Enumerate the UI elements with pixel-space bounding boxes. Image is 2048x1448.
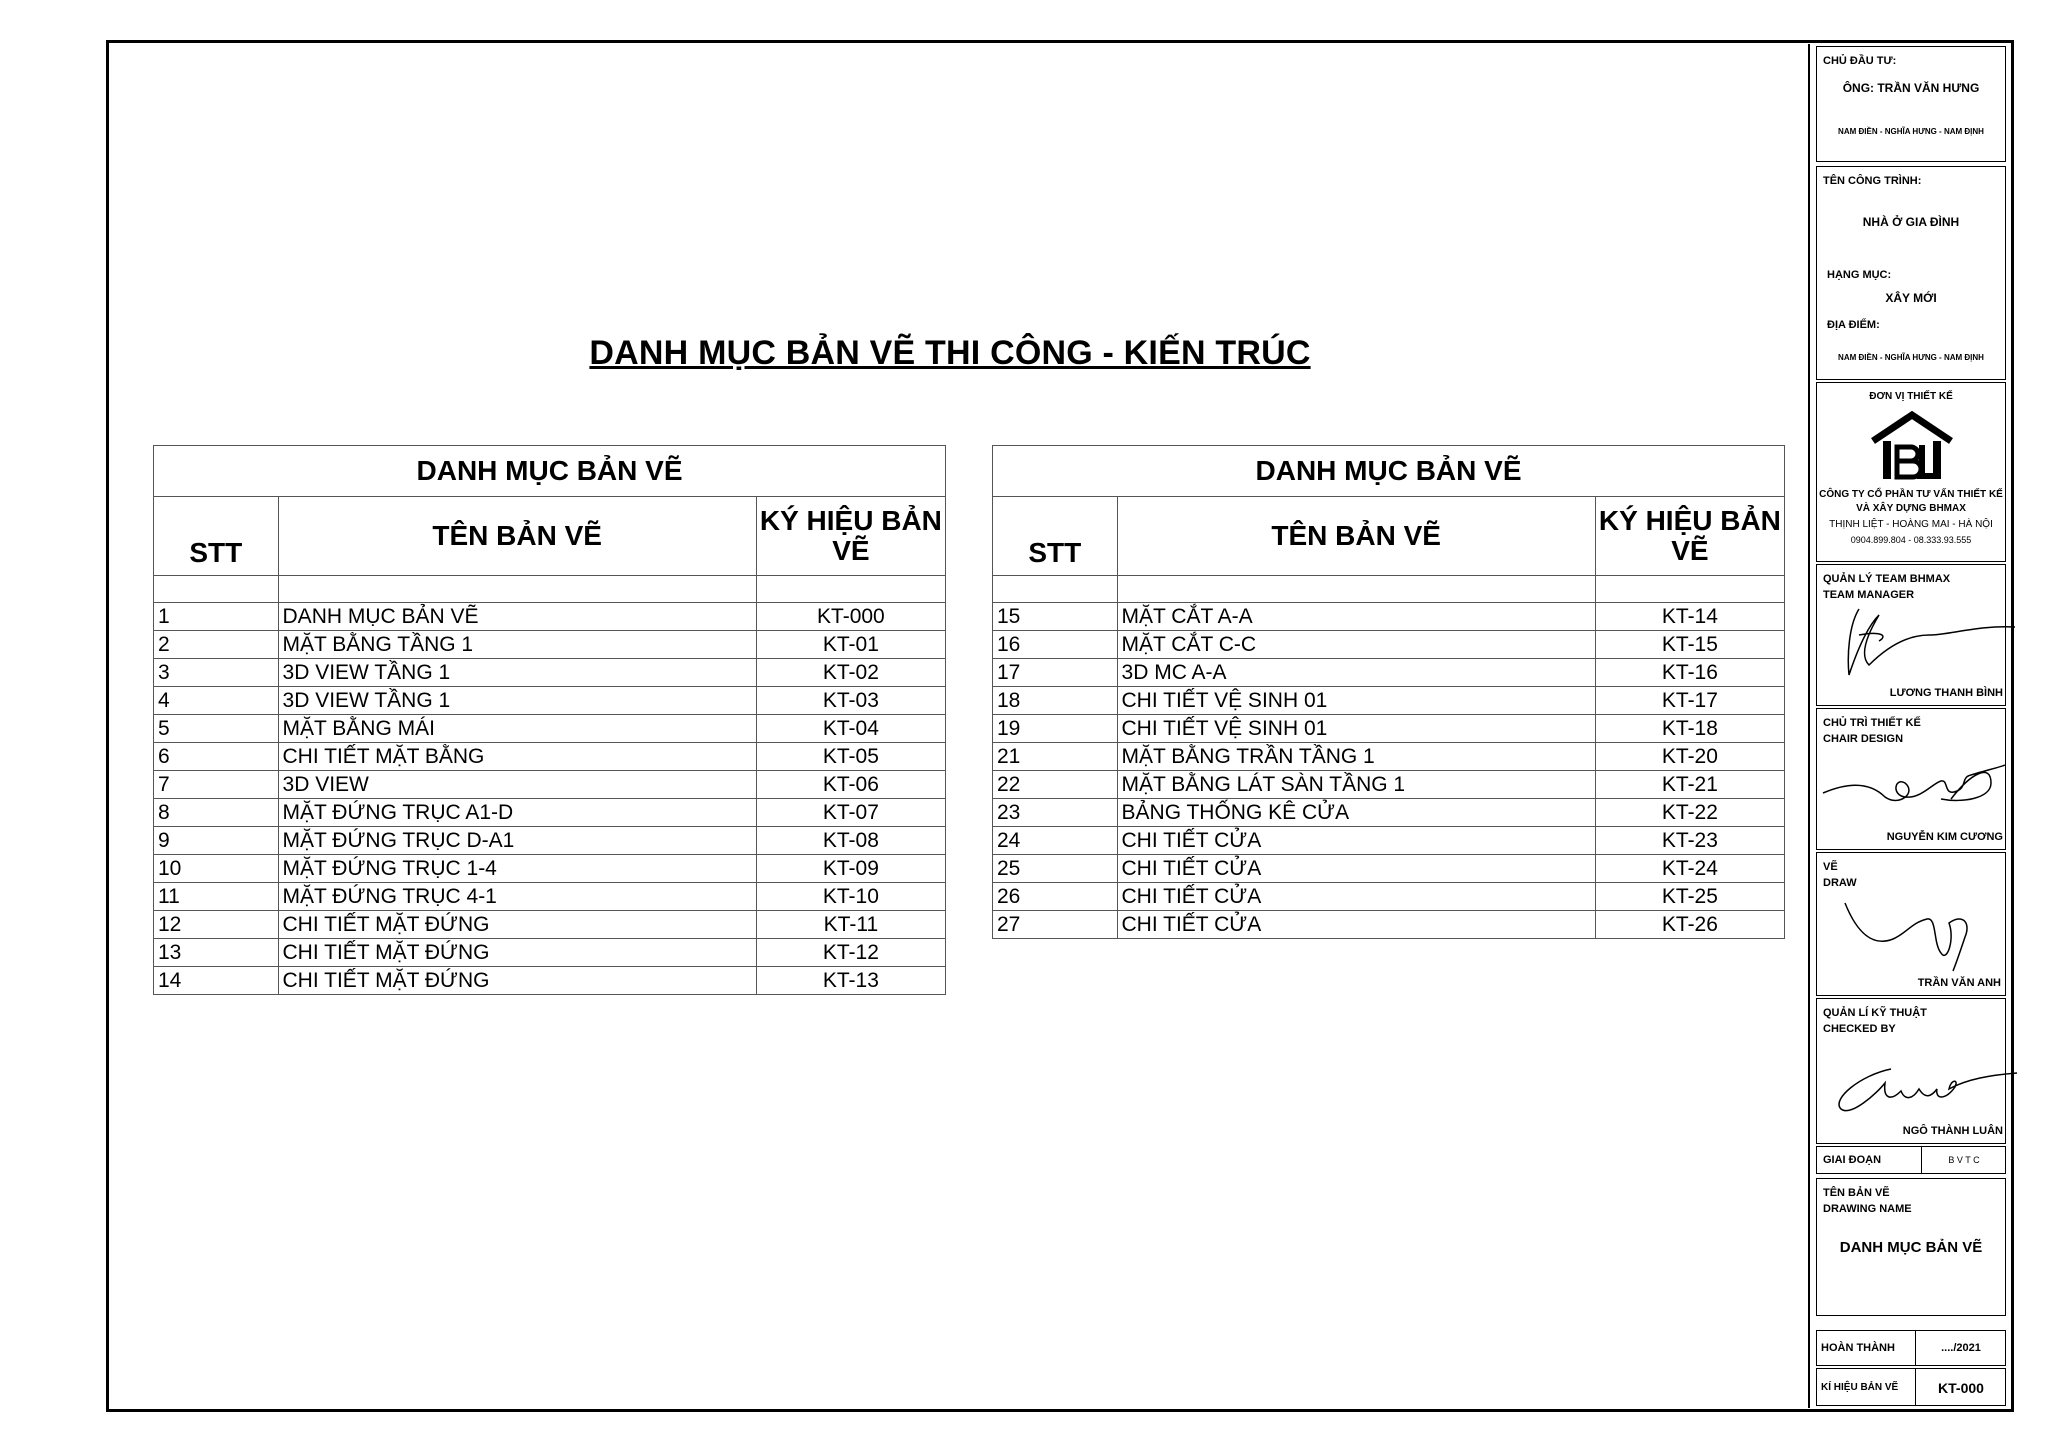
row-name: 3D VIEW <box>278 771 756 799</box>
row-name: CHI TIẾT MẶT ĐỨNG <box>278 939 756 967</box>
category-value: XÂY MỚI <box>1885 291 1937 305</box>
header-stt: STT <box>154 497 279 576</box>
table-row <box>154 631 946 659</box>
drawing-list-table-right <box>992 445 1785 939</box>
header-name: TÊN BẢN VẼ <box>1117 497 1595 576</box>
row-code: KT-15 <box>1595 631 1784 659</box>
row-stt: 26 <box>993 883 1118 911</box>
phase-box <box>1816 1146 2006 1174</box>
row-code: KT-14 <box>1595 603 1784 631</box>
header-stt: STT <box>993 497 1118 576</box>
table-row <box>993 715 1785 743</box>
row-code: KT-23 <box>1595 827 1784 855</box>
row-code: KT-02 <box>756 659 945 687</box>
check-signature-icon <box>1821 1039 2021 1119</box>
table-row <box>154 743 946 771</box>
row-stt: 9 <box>154 827 279 855</box>
table-row <box>154 827 946 855</box>
header-code <box>756 497 945 576</box>
row-stt: 6 <box>154 743 279 771</box>
code-label: KÍ HIỆU BẢN VẼ <box>1821 1382 1899 1393</box>
row-name: 3D MC A-A <box>1117 659 1595 687</box>
row-code: KT-20 <box>1595 743 1784 771</box>
table-caption: DANH MỤC BẢN VẼ <box>993 446 1785 497</box>
table-row <box>154 687 946 715</box>
owner-label: CHỦ ĐẦU TƯ: <box>1823 55 1897 67</box>
row-stt: 1 <box>154 603 279 631</box>
row-code: KT-24 <box>1595 855 1784 883</box>
table-row <box>993 883 1785 911</box>
row-code: KT-12 <box>756 939 945 967</box>
complete-label: HOÀN THÀNH <box>1821 1342 1895 1354</box>
header-code-line2: VẼ <box>832 535 870 566</box>
row-code: KT-06 <box>756 771 945 799</box>
draw-box <box>1816 852 2006 996</box>
table-caption: DANH MỤC BẢN VẼ <box>154 446 946 497</box>
chair-box <box>1816 708 2006 850</box>
row-stt: 19 <box>993 715 1118 743</box>
row-stt: 22 <box>993 771 1118 799</box>
table-row <box>154 855 946 883</box>
row-stt: 3 <box>154 659 279 687</box>
row-name: MẶT BẰNG MÁI <box>278 715 756 743</box>
phase-label: GIAI ĐOẠN <box>1823 1154 1882 1166</box>
row-code: KT-13 <box>756 967 945 995</box>
manager-signature-icon <box>1819 605 2019 681</box>
blank-row <box>993 576 1785 603</box>
company-line1: CÔNG TY CỔ PHẦN TƯ VẤN THIẾT KẾ <box>1819 489 2003 500</box>
row-code: KT-03 <box>756 687 945 715</box>
row-code: KT-09 <box>756 855 945 883</box>
row-stt: 10 <box>154 855 279 883</box>
chair-name: NGUYỄN KIM CƯƠNG <box>1886 831 2003 843</box>
owner-address: NAM ĐIỀN - NGHĨA HƯNG - NAM ĐỊNH <box>1838 127 1984 136</box>
row-name: CHI TIẾT CỬA <box>1117 883 1595 911</box>
row-name: CHI TIẾT VỆ SINH 01 <box>1117 687 1595 715</box>
table-row <box>154 659 946 687</box>
row-stt: 8 <box>154 799 279 827</box>
designer-box <box>1816 382 2006 562</box>
row-stt: 7 <box>154 771 279 799</box>
drawing-name-box <box>1816 1178 2006 1316</box>
row-stt: 2 <box>154 631 279 659</box>
drawing-name-label-en: DRAWING NAME <box>1823 1203 1912 1215</box>
row-name: DANH MỤC BẢN VẼ <box>278 603 756 631</box>
row-name: MẶT BẰNG TRẦN TẦNG 1 <box>1117 743 1595 771</box>
row-stt: 25 <box>993 855 1118 883</box>
row-stt: 16 <box>993 631 1118 659</box>
blank-row <box>154 576 946 603</box>
chair-label-vi: CHỦ TRÌ THIẾT KẾ <box>1823 717 1921 729</box>
row-name: 3D VIEW TẦNG 1 <box>278 687 756 715</box>
table-row <box>154 967 946 995</box>
row-name: CHI TIẾT CỬA <box>1117 827 1595 855</box>
row-code: KT-26 <box>1595 911 1784 939</box>
row-stt: 18 <box>993 687 1118 715</box>
check-label-vi: QUẢN LÍ KỸ THUẬT <box>1823 1007 1927 1019</box>
row-stt: 11 <box>154 883 279 911</box>
row-code: KT-000 <box>756 603 945 631</box>
header-code-line1: KÝ HIỆU BẢN <box>1598 505 1781 536</box>
table-row <box>154 715 946 743</box>
complete-value: ..../2021 <box>1941 1342 1981 1354</box>
row-code: KT-10 <box>756 883 945 911</box>
draw-label-en: DRAW <box>1823 877 1857 889</box>
row-name: CHI TIẾT VỆ SINH 01 <box>1117 715 1595 743</box>
table-row <box>154 799 946 827</box>
location-value: NAM ĐIỀN - NGHĨA HƯNG - NAM ĐỊNH <box>1838 353 1984 362</box>
complete-box <box>1816 1330 2006 1366</box>
row-code: KT-08 <box>756 827 945 855</box>
designer-label: ĐƠN VỊ THIẾT KẾ <box>1869 391 1953 402</box>
row-name: MẶT ĐỨNG TRỤC A1-D <box>278 799 756 827</box>
category-label: HẠNG MỤC: <box>1827 269 1892 281</box>
row-code: KT-11 <box>756 911 945 939</box>
row-code: KT-18 <box>1595 715 1784 743</box>
bhmax-logo-icon <box>1869 411 1955 481</box>
row-name: MẶT ĐỨNG TRỤC 4-1 <box>278 883 756 911</box>
row-stt: 13 <box>154 939 279 967</box>
row-name: MẶT CẮT A-A <box>1117 603 1595 631</box>
table-row <box>993 771 1785 799</box>
row-name: MẶT BẰNG TẦNG 1 <box>278 631 756 659</box>
code-value: KT-000 <box>1938 1380 1984 1396</box>
draw-label-vi: VẼ <box>1823 861 1838 873</box>
project-label: TÊN CÔNG TRÌNH: <box>1823 175 1922 187</box>
table-row <box>993 631 1785 659</box>
page-title: DANH MỤC BẢN VẼ THI CÔNG - KIẾN TRÚC <box>589 334 1311 372</box>
row-code: KT-16 <box>1595 659 1784 687</box>
drawing-name-label-vi: TÊN BẢN VẼ <box>1823 1187 1890 1199</box>
row-stt: 15 <box>993 603 1118 631</box>
title-block <box>1808 44 2012 1408</box>
manager-name: LƯƠNG THANH BÌNH <box>1889 687 2003 699</box>
header-code <box>1595 497 1784 576</box>
table-row <box>993 799 1785 827</box>
manager-label-en: TEAM MANAGER <box>1823 589 1915 601</box>
company-phone: 0904.899.804 - 08.333.93.555 <box>1850 535 1972 545</box>
phase-value: B V T C <box>1948 1155 1980 1165</box>
check-box <box>1816 998 2006 1144</box>
chair-signature-icon <box>1821 753 2007 823</box>
row-stt: 21 <box>993 743 1118 771</box>
table-row <box>154 939 946 967</box>
draw-signature-icon <box>1837 893 1997 973</box>
table-row <box>993 911 1785 939</box>
row-stt: 14 <box>154 967 279 995</box>
row-name: MẶT CẮT C-C <box>1117 631 1595 659</box>
row-name: 3D VIEW TẦNG 1 <box>278 659 756 687</box>
row-stt: 5 <box>154 715 279 743</box>
row-name: CHI TIẾT CỬA <box>1117 911 1595 939</box>
row-code: KT-25 <box>1595 883 1784 911</box>
row-name: MẶT BẰNG LÁT SÀN TẦNG 1 <box>1117 771 1595 799</box>
header-name: TÊN BẢN VẼ <box>278 497 756 576</box>
row-stt: 12 <box>154 911 279 939</box>
row-name: CHI TIẾT MẶT ĐỨNG <box>278 967 756 995</box>
row-name: MẶT ĐỨNG TRỤC D-A1 <box>278 827 756 855</box>
table-row <box>154 771 946 799</box>
table-row <box>993 603 1785 631</box>
row-stt: 24 <box>993 827 1118 855</box>
manager-label-vi: QUẢN LÝ TEAM BHMAX <box>1823 573 1951 585</box>
row-name: CHI TIẾT MẶT ĐỨNG <box>278 911 756 939</box>
location-label: ĐỊA ĐIỂM: <box>1827 319 1880 331</box>
row-stt: 17 <box>993 659 1118 687</box>
company-address: THỊNH LIỆT - HOÀNG MAI - HÀ NỘI <box>1829 519 1993 530</box>
company-line2: VÀ XÂY DỰNG BHMAX <box>1856 503 1966 514</box>
header-code-line2: VẼ <box>1671 535 1709 566</box>
row-code: KT-21 <box>1595 771 1784 799</box>
row-stt: 23 <box>993 799 1118 827</box>
row-name: CHI TIẾT MẶT BẰNG <box>278 743 756 771</box>
row-name: BẢNG THỐNG KÊ CỬA <box>1117 799 1595 827</box>
row-code: KT-04 <box>756 715 945 743</box>
chair-label-en: CHAIR DESIGN <box>1823 733 1904 745</box>
row-name: CHI TIẾT CỬA <box>1117 855 1595 883</box>
row-code: KT-05 <box>756 743 945 771</box>
owner-box <box>1816 46 2006 162</box>
table-row <box>993 827 1785 855</box>
draw-name: TRẦN VĂN ANH <box>1917 977 2001 989</box>
code-box <box>1816 1368 2006 1406</box>
project-name: NHÀ Ở GIA ĐÌNH <box>1862 215 1960 229</box>
table-row <box>154 883 946 911</box>
row-stt: 4 <box>154 687 279 715</box>
check-label-en: CHECKED BY <box>1823 1023 1896 1035</box>
table-row <box>154 603 946 631</box>
row-name: MẶT ĐỨNG TRỤC 1-4 <box>278 855 756 883</box>
table-row <box>154 911 946 939</box>
row-code: KT-01 <box>756 631 945 659</box>
row-code: KT-17 <box>1595 687 1784 715</box>
row-stt: 27 <box>993 911 1118 939</box>
table-row <box>993 855 1785 883</box>
owner-name: ÔNG: TRẦN VĂN HƯNG <box>1842 81 1980 95</box>
check-name: NGÔ THÀNH LUÂN <box>1902 1125 2003 1137</box>
project-box <box>1816 166 2006 380</box>
row-code: KT-22 <box>1595 799 1784 827</box>
header-code-line1: KÝ HIỆU BẢN <box>759 505 942 536</box>
table-row <box>993 743 1785 771</box>
table-row <box>993 659 1785 687</box>
table-row <box>993 687 1785 715</box>
manager-box <box>1816 564 2006 706</box>
row-code: KT-07 <box>756 799 945 827</box>
drawing-name-value: DANH MỤC BẢN VẼ <box>1839 1239 1983 1256</box>
drawing-list-table-left <box>153 445 946 995</box>
